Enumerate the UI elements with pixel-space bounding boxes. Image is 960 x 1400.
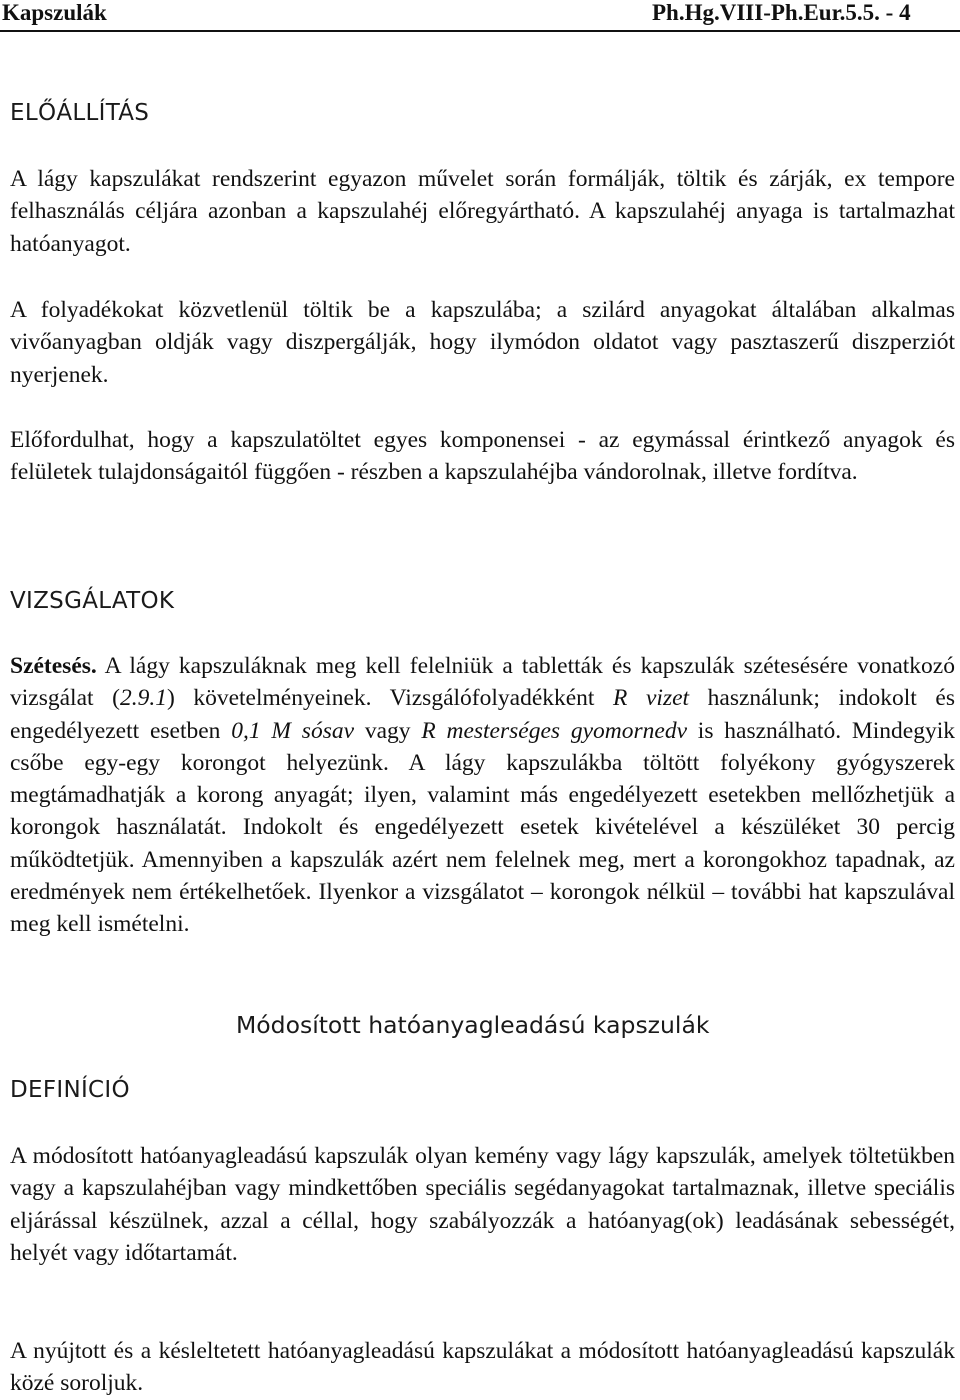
paragraph-eloallitas-3: Előfordulhat, hogy a kapszulatöltet egyes komponensei - az egymással érintkező anyagok és felületek tulajdonságaitól függően - részben a kapszulahéjba vándorolnak, illetve fordítva. — [10, 427, 955, 486]
szeteses-text-2: ) követelményeinek. Vizsgálófolyadékként — [166, 685, 614, 712]
szeteses-text-5: is használható. Mindegyik csőbe egy-egy korongot helyezünk. A lágy kapszulákba töltött folyékony gyógyszerek megtámadhatják a korong anyagát; ilyen, valamint más engedélyezett esetekben mellőzhetjük a korongok használatát. Indokolt és engedélyezett esetek kivételével a készüléket 30 percig működtetjük. Amennyiben a kapszulák azért nem felelnek meg, mert a korongokhoz tapadnak, az eredmények nem értékelhetőek. Ilyenkor a vizsgálatot – korongok nélkül – további hat kapszulával meg kell ismételni. — [10, 717, 956, 938]
paragraph-definicio-2: A nyújtott és a késleltetett hatóanyagleadású kapszulákat a módosított hatóanyagleadású kapszulák közé soroljuk. — [10, 1338, 955, 1397]
paragraph-eloallitas-1: A lágy kapszulákat rendszerint egyazon művelet során formálják, töltik és zárják, ex tempore felhasználás céljára azonban a kapszulahéj előregyártható. A kapszulahéj anyaga is tartalmazhat hatóanyagot. — [10, 166, 955, 257]
header-title: Kapszulák — [2, 0, 107, 25]
szeteses-label: Szétesés. — [10, 653, 97, 679]
paragraph-definicio-1: A módosított hatóanyagleadású kapszulák olyan kemény vagy lágy kapszulák, amelyek töltetükben vagy a kapszulahéjban vagy mindkettőben speciális segédanyagokat tartalmaznak, illetve speciális eljárással készülnek, azzal a céllal, hogy szabályozzák a hatóanyag(ok) leadásának sebességét, helyét vagy időtartamát. — [10, 1143, 955, 1266]
running-header — [0, 0, 960, 32]
reagent-hcl: 0,1 M sósav — [231, 717, 355, 744]
section-heading-eloallitas: ELŐÁLLÍTÁS — [10, 100, 150, 126]
paragraph-eloallitas-2: A folyadékokat közvetlenül töltik be a kapszulába; a szilárd anyagokat általában alkalmas vivőanyagban oldják vagy diszpergálják, hogy ilymódon oldatot vagy pasztaszerű diszperziót nyerjenek. — [10, 297, 955, 388]
szeteses-text-4: vagy — [354, 717, 422, 744]
paragraph-szeteses — [10, 650, 955, 941]
szeteses-text-3: használunk; indokolt és engedélyezett esetben — [10, 685, 955, 744]
reagent-water: R vizet — [613, 685, 690, 712]
section-heading-definicio: DEFINÍCIÓ — [10, 1077, 130, 1103]
szeteses-text-1: A lágy kapszuláknak meg kell felelniük a tabletták és kapszulák szétesésére vonatkozó vizsgálat ( — [10, 653, 955, 712]
header-reference: Ph.Hg.VIII-Ph.Eur.5.5. - 4 — [652, 0, 911, 25]
szeteses-reference: 2.9.1 — [119, 685, 167, 712]
section-heading-vizsgalatok: VIZSGÁLATOK — [10, 588, 175, 614]
reagent-gastric-fluid: R mesterséges gyomornedv — [421, 717, 687, 744]
subsection-title-modositott: Módosított hatóanyagleadású kapszulák — [236, 1011, 710, 1039]
